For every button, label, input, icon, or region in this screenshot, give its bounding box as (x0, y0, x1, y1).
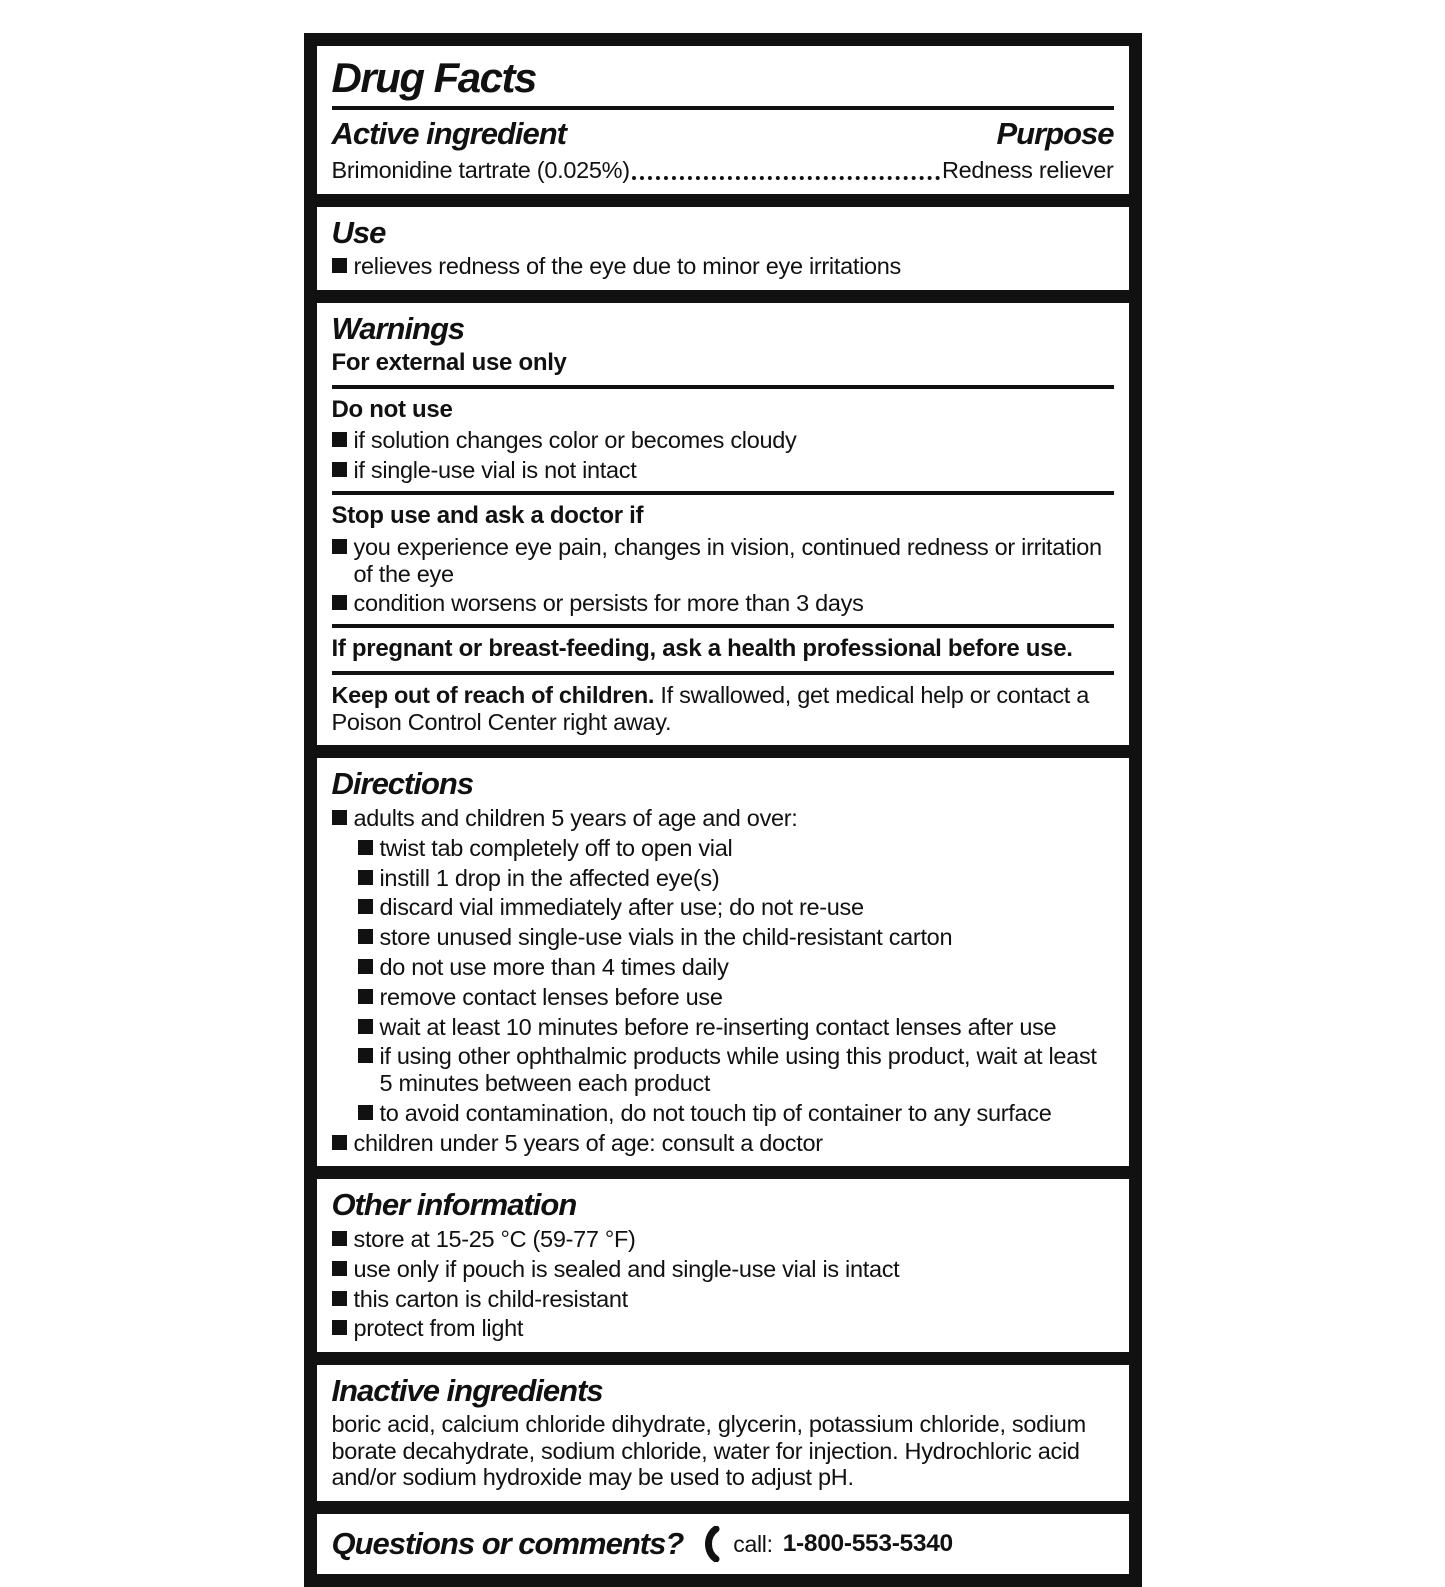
list-item (332, 805, 1114, 832)
questions-heading: Questions or comments? (331, 1526, 684, 1562)
list-item (332, 457, 1114, 484)
directions-adults: adults and children 5 years of age and over: (353, 805, 798, 832)
directions-step: twist tab completely off to open vial (379, 834, 733, 861)
divider-rule (332, 624, 1114, 628)
keep-out-lead: Keep out of reach of children. (331, 681, 655, 708)
list-item (358, 954, 1114, 981)
call-label: call: (733, 1530, 773, 1557)
bullet-square-icon (332, 432, 347, 447)
phone-handset-icon (699, 1526, 723, 1562)
list-item (332, 590, 1114, 617)
bullet-square-icon (358, 929, 373, 944)
do-not-use-subhead: Do not use (331, 395, 453, 423)
drug-facts-title: Drug Facts (331, 54, 536, 101)
do-not-use-item: if solution changes color or becomes cloudy (353, 427, 797, 454)
bullet-square-icon (358, 870, 373, 885)
purpose-value: Redness reliever (941, 156, 1114, 183)
list-item (358, 865, 1114, 892)
directions-step: do not use more than 4 times daily (379, 954, 729, 981)
list-item (332, 253, 1114, 280)
active-ingredient-name: Brimonidine tartrate (0.025%) (331, 156, 630, 183)
bullet-square-icon (332, 810, 347, 825)
do-not-use-item: if single-use vial is not intact (353, 457, 637, 484)
title-rule (332, 106, 1114, 110)
directions-step: to avoid contamination, do not touch tip of container to any surface (379, 1099, 1052, 1126)
other-info-item: store at 15-25 °C (59-77 °F) (353, 1226, 636, 1253)
active-ingredient-heading: Active ingredient (331, 116, 566, 152)
bullet-square-icon (332, 539, 347, 554)
list-item (358, 924, 1114, 951)
list-item (358, 835, 1114, 862)
list-item (358, 1100, 1114, 1127)
section-questions (317, 1514, 1129, 1574)
list-item (358, 984, 1114, 1011)
directions-step: store unused single-use vials in the child-resistant carton (379, 924, 953, 951)
bullet-square-icon (358, 989, 373, 1004)
keep-out-rest: If swallowed, get medical help or contact a Poison Control Center right away. (331, 681, 1089, 735)
bullet-square-icon (332, 1320, 347, 1335)
other-info-item: use only if pouch is sealed and single-use vial is intact (353, 1255, 900, 1282)
divider-rule (332, 491, 1114, 495)
bullet-square-icon (332, 1231, 347, 1246)
bullet-square-icon (332, 1135, 347, 1150)
divider-rule (332, 385, 1114, 389)
external-use-subhead: For external use only (331, 348, 567, 376)
directions-children: children under 5 years of age: consult a doctor (353, 1129, 823, 1156)
other-info-item: protect from light (353, 1315, 524, 1342)
section-inactive-ingredients (317, 1365, 1129, 1501)
bullet-square-icon (358, 959, 373, 974)
bullet-square-icon (358, 899, 373, 914)
warnings-heading: Warnings (331, 311, 465, 347)
section-use (317, 207, 1129, 290)
inactive-ingredients-text: boric acid, calcium chloride dihydrate, glycerin, potassium chloride, sodium borate decahydrate, sodium chloride, water for injection. Hydrochloric acid and/or sodium hydroxide may be used to adjust pH. (331, 1410, 1086, 1491)
stop-use-subhead: Stop use and ask a doctor if (331, 501, 644, 529)
purpose-heading: Purpose (996, 116, 1114, 152)
other-information-heading: Other information (331, 1187, 577, 1223)
directions-step: wait at least 10 minutes before re-inserting contact lenses after use (379, 1013, 1057, 1040)
bullet-square-icon (358, 840, 373, 855)
list-item (332, 1226, 1114, 1253)
use-heading: Use (331, 214, 386, 250)
list-item (358, 1043, 1114, 1097)
inactive-ingredients-heading: Inactive ingredients (331, 1373, 603, 1409)
bullet-square-icon (358, 1048, 373, 1063)
bullet-square-icon (332, 258, 347, 273)
section-other-information (317, 1179, 1129, 1352)
list-item (332, 1256, 1114, 1283)
bullet-square-icon (358, 1105, 373, 1120)
directions-step: remove contact lenses before use (379, 983, 723, 1010)
section-directions (317, 758, 1129, 1166)
list-item (358, 1014, 1114, 1041)
phone-number: 1-800-553-5340 (782, 1530, 953, 1558)
directions-heading: Directions (331, 766, 474, 802)
stop-use-item: you experience eye pain, changes in vision, continued redness or irritation of the eye (353, 533, 1102, 587)
list-item (332, 1130, 1114, 1157)
list-item (332, 427, 1114, 454)
dotted-leader (632, 176, 940, 180)
keep-out-paragraph (332, 682, 1114, 736)
list-item (332, 534, 1114, 588)
divider-rule (332, 671, 1114, 675)
bullet-square-icon (332, 1291, 347, 1306)
bullet-square-icon (332, 1261, 347, 1276)
list-item (332, 1286, 1114, 1313)
bullet-square-icon (332, 595, 347, 610)
list-item (332, 1315, 1114, 1342)
section-warnings (317, 303, 1129, 745)
pregnant-warning: If pregnant or breast-feeding, ask a health professional before use. (331, 635, 1073, 663)
list-item (358, 894, 1114, 921)
directions-step: discard vial immediately after use; do not re-use (379, 894, 864, 921)
directions-step: if using other ophthalmic products while using this product, wait at least 5 minutes between each product (379, 1043, 1097, 1097)
bullet-square-icon (332, 462, 347, 477)
section-active-ingredient (317, 46, 1129, 194)
use-item: relieves redness of the eye due to minor eye irritations (353, 253, 901, 280)
bullet-square-icon (358, 1019, 373, 1034)
directions-step: instill 1 drop in the affected eye(s) (379, 864, 720, 891)
stop-use-item: condition worsens or persists for more than 3 days (353, 590, 864, 617)
drug-facts-label (304, 33, 1142, 1587)
other-info-item: this carton is child-resistant (353, 1285, 628, 1312)
